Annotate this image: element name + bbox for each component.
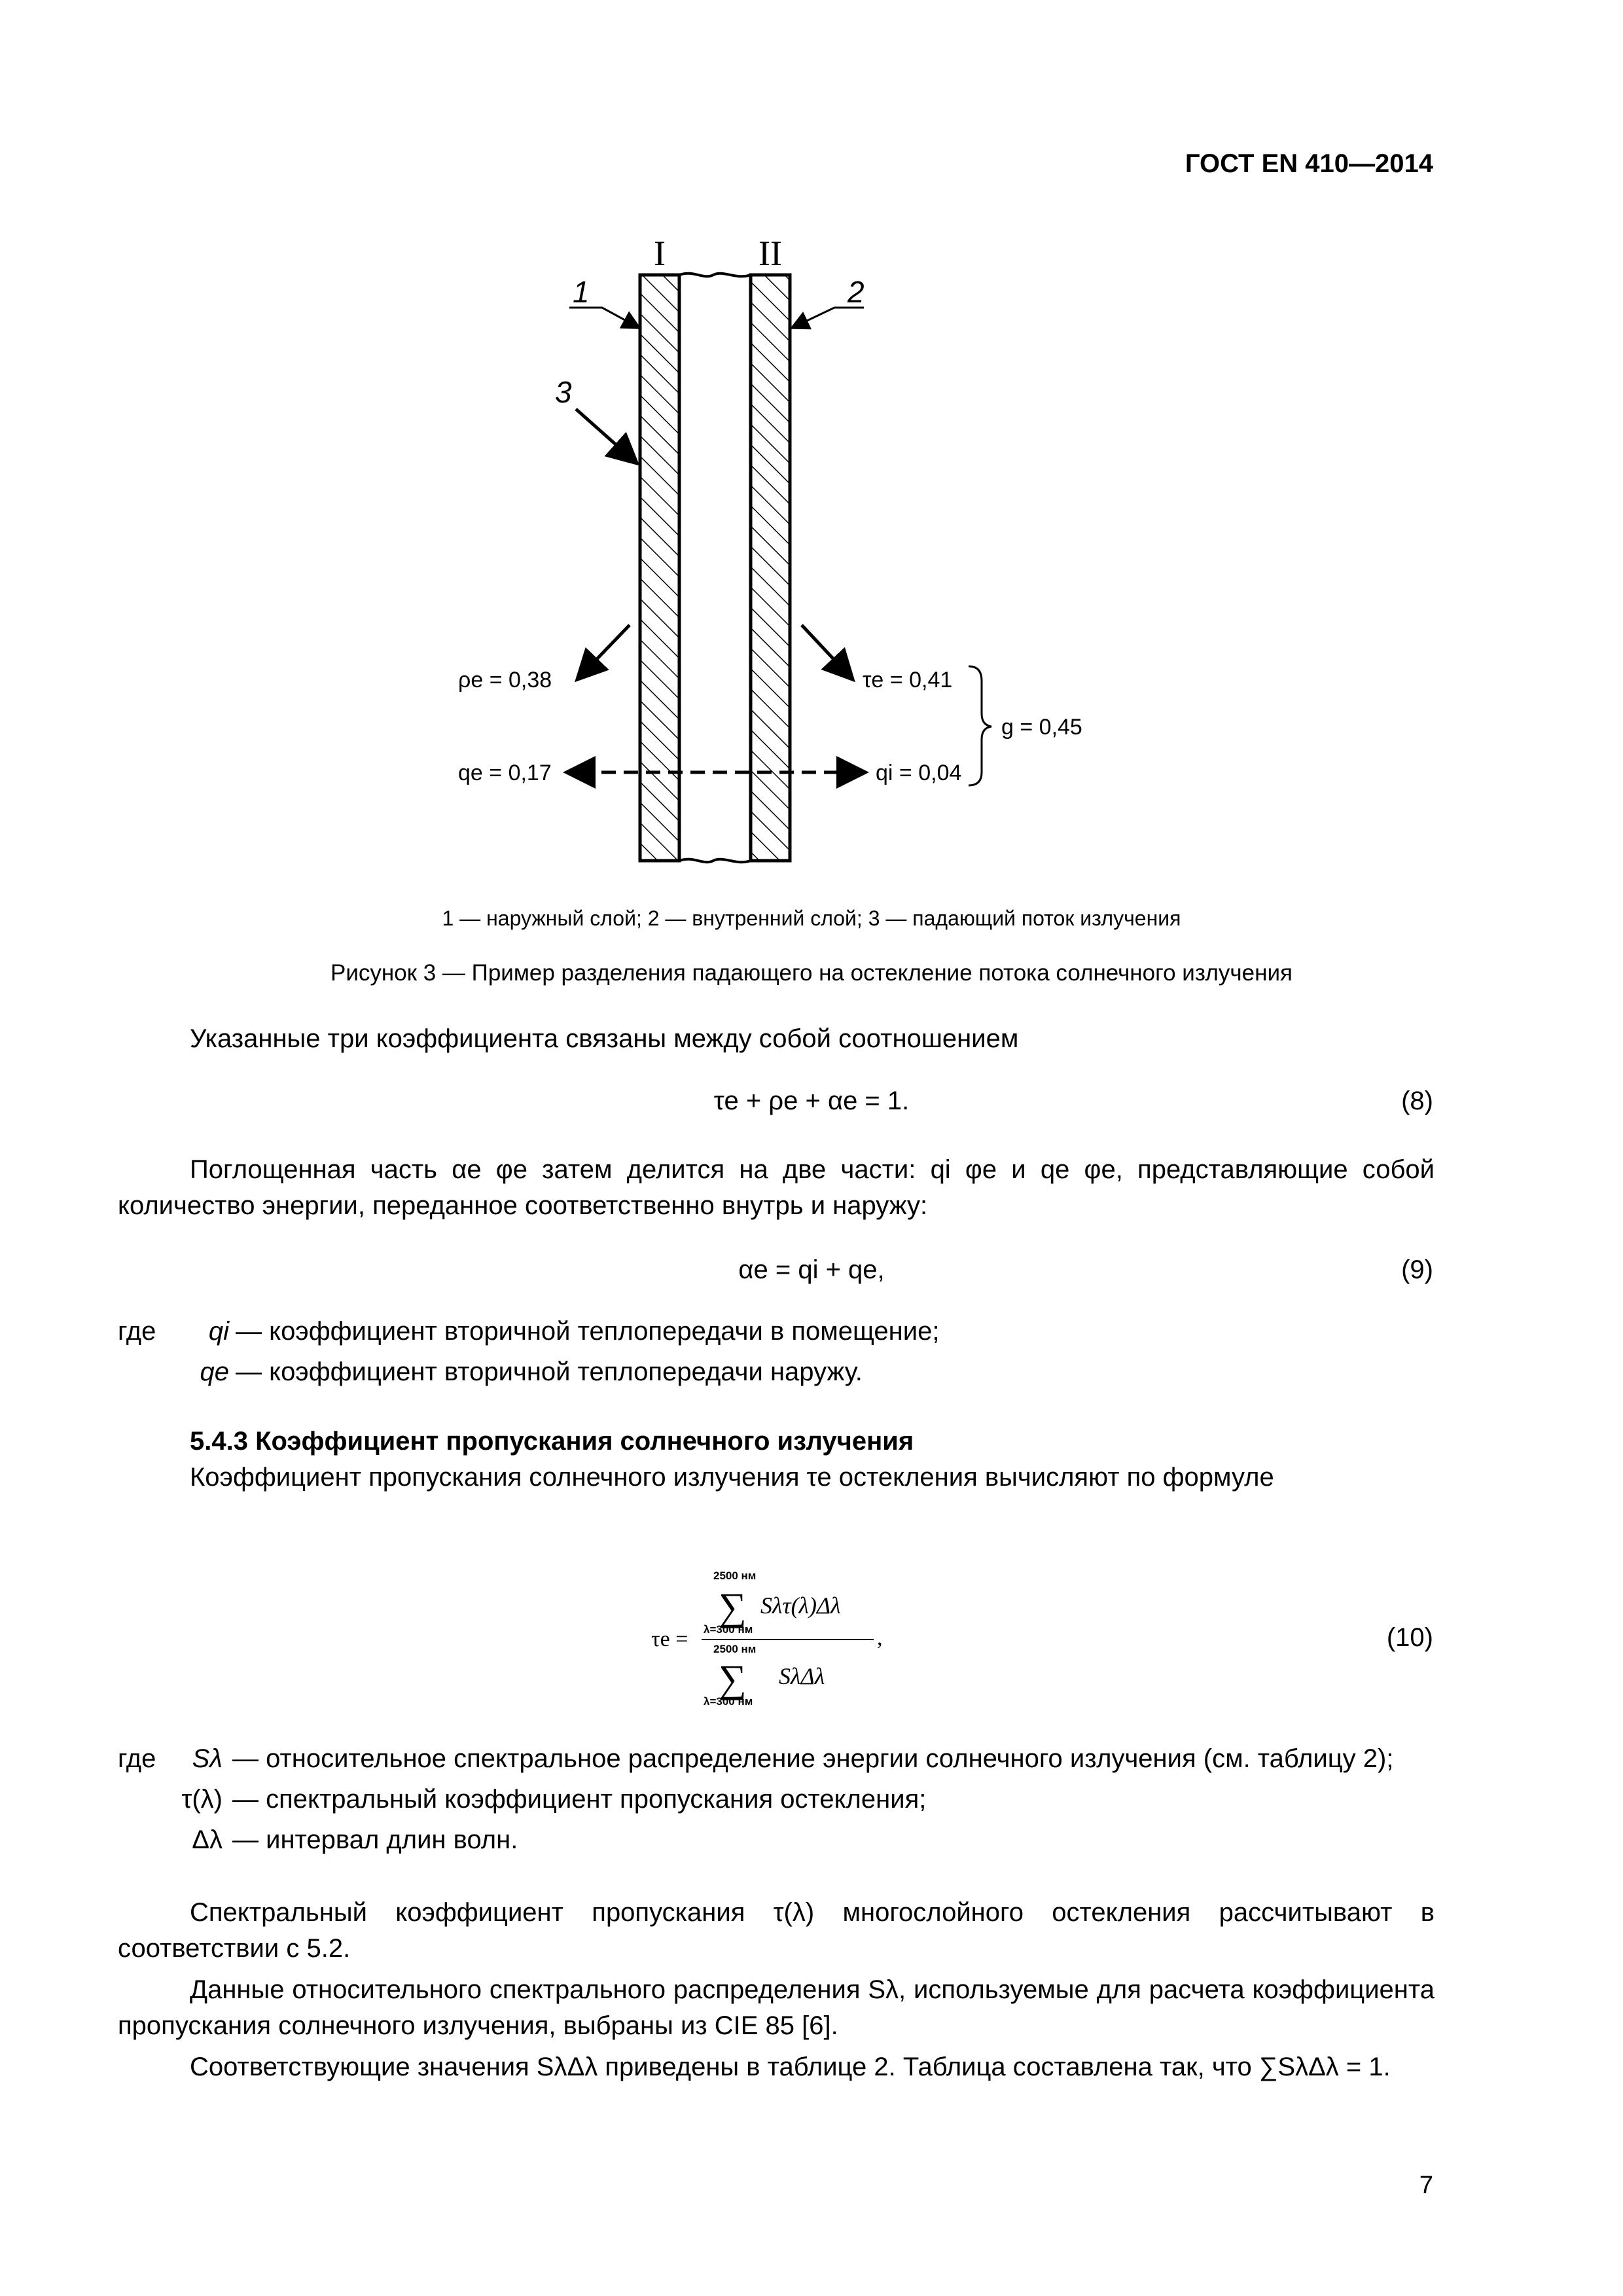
- qi-label: qi = 0,04: [876, 761, 962, 785]
- equation-10: [648, 1568, 923, 1712]
- callout-2: 2: [847, 275, 865, 309]
- def-qi-symbol: qi: [208, 1317, 229, 1346]
- where-label-1: где: [118, 1317, 156, 1346]
- definitions-1: [0, 1317, 1623, 1395]
- eq10-upper-limit-num: 2500 нм: [713, 1570, 757, 1582]
- eq10-trail: ,: [877, 1626, 883, 1650]
- def-tau-lambda-text: — спектральный коэффициент пропускания остекления;: [232, 1785, 927, 1814]
- callout-3: 3: [555, 375, 572, 409]
- def-tau-lambda-symbol: τ(λ): [181, 1785, 223, 1814]
- eq10-lower-limit-den: λ=300 нм: [704, 1695, 753, 1708]
- def-delta-lambda-symbol: Δλ: [192, 1825, 223, 1854]
- equation-8-number: (8): [1401, 1086, 1433, 1115]
- tau-label: τe = 0,41: [863, 668, 953, 692]
- section-title: 5.4.3 Коэффициент пропускания солнечного излучения: [190, 1427, 914, 1456]
- def-qe-text: — коэффициент вторичной теплопередачи наружу.: [236, 1357, 863, 1386]
- paragraph-6: Соответствующие значения SλΔλ приведены в таблице 2. Таблица составлена так, что ∑SλΔλ = 1.: [190, 2053, 1391, 2081]
- paragraph-1: Указанные три коэффициента связаны между собой соотношением: [190, 1024, 1019, 1053]
- eq10-sigma-den: ∑: [719, 1657, 747, 1700]
- paragraph-3: Коэффициент пропускания солнечного излучения τe остекления вычисляют по формуле: [190, 1463, 1274, 1492]
- rho-label: ρe = 0,38: [458, 668, 552, 692]
- eq10-denominator: SλΔλ: [779, 1663, 825, 1689]
- def-qe-symbol: qe: [200, 1357, 229, 1386]
- page-number: 7: [1419, 2172, 1433, 2199]
- where-label-2: где: [118, 1744, 156, 1773]
- def-s-lambda-symbol: Sλ: [192, 1744, 223, 1773]
- callout-1: 1: [573, 275, 590, 309]
- equation-8: τe + ρe + αe = 1.: [713, 1086, 910, 1115]
- paragraph-4: Спектральный коэффициент пропускания τ(λ) многослойного остекления рассчитывают в соответствии с 5.2.: [118, 1898, 1435, 1963]
- qe-label: qe = 0,17: [458, 761, 552, 785]
- eq10-numerator: Sλτ(λ)Δλ: [760, 1592, 841, 1619]
- eq10-lhs: τe =: [651, 1627, 688, 1651]
- glazing-figure: [0, 0, 1623, 916]
- figure-caption: Рисунок 3 — Пример разделения падающего на остекление потока солнечного излучения: [330, 960, 1293, 986]
- pane2-label: II: [758, 234, 782, 273]
- def-s-lambda-text: — относительное спектральное распределение энергии солнечного излучения (см. таблицу 2);: [232, 1744, 1394, 1773]
- equation-9: αe = qi + qe,: [738, 1255, 885, 1284]
- def-delta-lambda-text: — интервал длин волн.: [232, 1825, 518, 1854]
- equation-9-number: (9): [1401, 1255, 1433, 1284]
- paragraph-2: Поглощенная часть αe φe затем делится на две части: qi φe и qe φe, представляющие собой количество энергии, переданное соответственно внутрь и наружу:: [118, 1155, 1435, 1220]
- eq10-sigma-num: ∑: [719, 1585, 747, 1628]
- eq10-upper-limit-den: 2500 нм: [713, 1643, 757, 1655]
- equation-10-number: (10): [1386, 1623, 1433, 1652]
- figure-legend: 1 — наружный слой; 2 — внутренний слой; 3 — падающий поток излучения: [442, 906, 1181, 930]
- pane1-label: I: [654, 234, 666, 273]
- paragraph-5: Данные относительного спектрального распределения Sλ, используемые для расчета коэффициента пропускания солнечного излучения, выбраны из CIE 85 [6].: [118, 1975, 1435, 2040]
- eq10-lower-limit-num: λ=300 нм: [704, 1623, 753, 1636]
- g-label: g = 0,45: [1001, 715, 1082, 740]
- definitions-2: [0, 1744, 1623, 1869]
- def-qi-text: — коэффициент вторичной теплопередачи в помещение;: [236, 1317, 940, 1346]
- document-header: ГОСТ EN 410—2014: [1185, 149, 1433, 178]
